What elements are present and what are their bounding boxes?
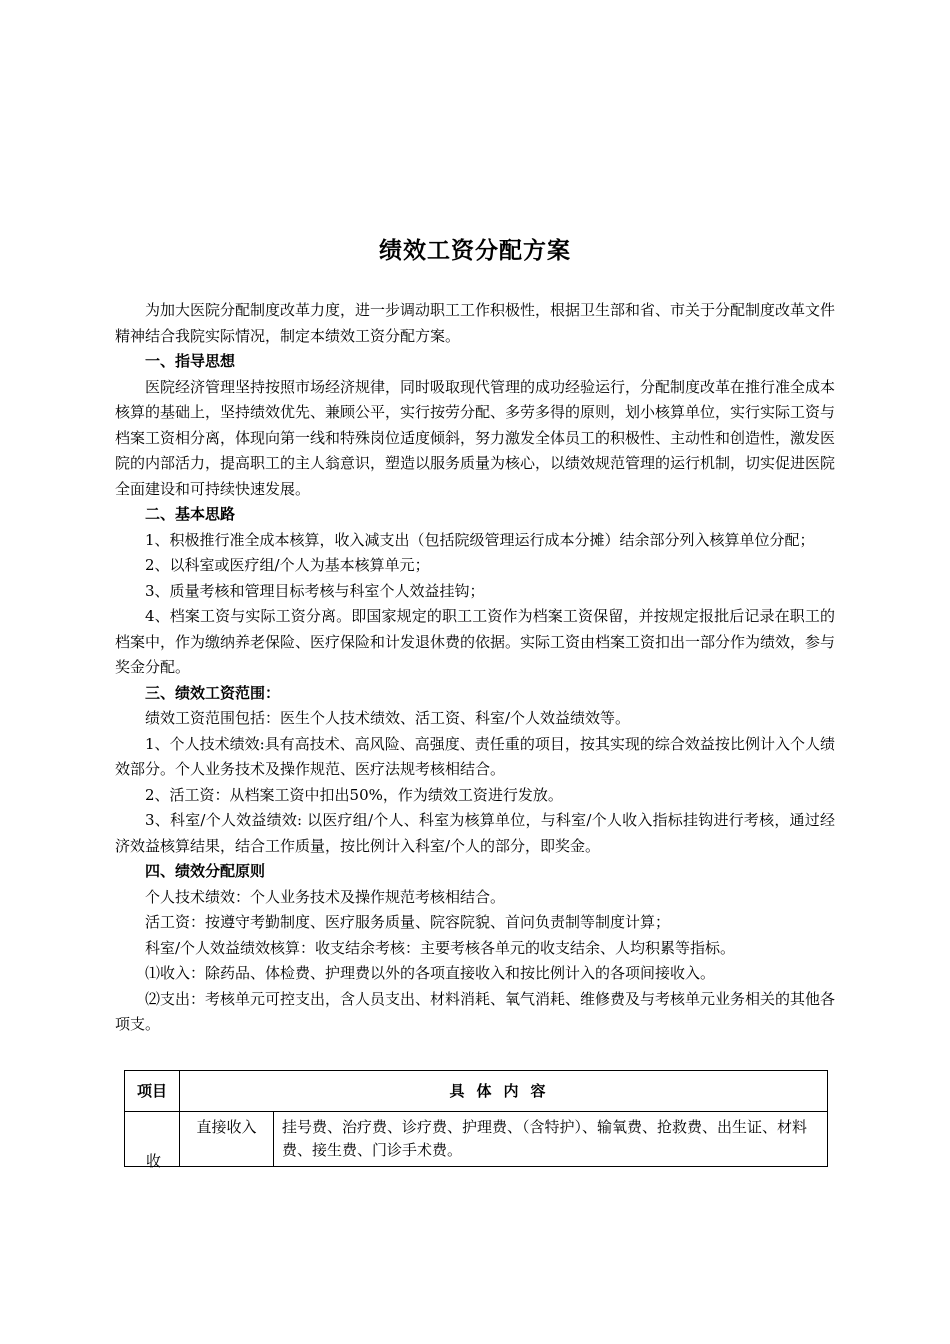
table-header-content: 具体内容 xyxy=(180,1071,828,1112)
paragraph: 1、积极推行准全成本核算，收入减支出（包括院级管理运行成本分摊）结余部分列入核算单位分配； xyxy=(145,530,815,549)
paragraph: 1、个人技术绩效:具有高技术、高风险、高强度、责任重的项目，按其实现的综合效益按比例计入个人绩效部分。个人业务技术及操作规范、医疗法规考核相结合。 xyxy=(115,734,835,778)
section-heading: 二、基本思路 xyxy=(145,505,236,523)
paragraph: 绩效工资范围包括：医生个人技术绩效、活工资、科室/个人效益绩效等。 xyxy=(145,709,631,727)
table-overflow-char: 收 xyxy=(146,1152,162,1170)
paragraph: 医院经济管理坚持按照市场经济规律，同时吸取现代管理的成功经验运行，分配制度改革在推行准全成本核算的基础上，坚持绩效优先、兼顾公平，实行按劳分配、多劳多得的原则，划小核算单位，实行实际工资与档案工资相分离，体现向第一线和特殊岗位适度倾斜，努力激发全体员工的积极性、主动性和创造性，激发医院的内部活力，提高职工的主人翁意识，塑造以服务质量为核心，以绩效规范管理的运行机制，切实促进医院全面建设和可持续快速发展。 xyxy=(115,377,836,498)
paragraph: 3、质量考核和管理目标考核与科室个人效益挂钩； xyxy=(145,581,485,600)
paragraph: 3、科室/个人效益绩效: 以医疗组/个人、科室为核算单位，与科室/个人收入指标挂钩进行考核，通过经济效益核算结果，结合工作质量，按比例计入科室/个人的部分，即奖金。 xyxy=(115,811,835,855)
section-heading: 一、指导思想 xyxy=(145,352,236,370)
paragraph: 个人技术绩效：个人业务技术及操作规范考核相结合。 xyxy=(145,887,506,906)
paragraph: 2、活工资：从档案工资中扣出50%，作为绩效工资进行发放。 xyxy=(145,785,563,804)
section-heading: 三、绩效工资范围： xyxy=(145,683,281,702)
paragraph: 科室/个人效益绩效核算：收支结余考核：主要考核各单元的收支结余、人均积累等指标。 xyxy=(145,938,736,957)
table-header-row xyxy=(125,1071,828,1112)
paragraph: 2、以科室或医疗组/个人为基本核算单元； xyxy=(145,556,430,574)
paragraph: 为加大医院分配制度改革力度，进一步调动职工工作积极性，根据卫生部和省、市关于分配制度改革文件精神结合我院实际情况，制定本绩效工资分配方案。 xyxy=(115,301,836,345)
document-body xyxy=(115,298,835,1038)
table-cell-content: 挂号费、治疗费、诊疗费、护理费、（含特护）、输氧费、抢救费、出生证、材料费、接生费、门诊手术费。 xyxy=(274,1112,828,1167)
table-row xyxy=(125,1112,828,1167)
table-cell-label: 直接收入 xyxy=(180,1112,274,1167)
section-heading: 四、绩效分配原则 xyxy=(145,862,266,880)
table-header-item: 项目 xyxy=(125,1071,180,1112)
paragraph: 4、档案工资与实际工资分离。即国家规定的职工工资作为档案工资保留，并按规定报批后记录在职工的档案中，作为缴纳养老保险、医疗保险和计发退休费的依据。实际工资由档案工资扣出一部分作为绩效，参与奖金分配。 xyxy=(115,607,836,676)
paragraph: ⑵支出：考核单元可控支出，含人员支出、材料消耗、氧气消耗、维修费及与考核单元业务相关的其他各项支。 xyxy=(115,989,836,1033)
paragraph: 活工资：按遵守考勤制度、医疗服务质量、院容院貌、首问负责制等制度计算； xyxy=(145,913,671,931)
income-table xyxy=(124,1070,828,1167)
document-title: 绩效工资分配方案 xyxy=(379,238,571,264)
paragraph: ⑴收入：除药品、体检费、护理费以外的各项直接收入和按比例计入的各项间接收入。 xyxy=(145,964,716,982)
